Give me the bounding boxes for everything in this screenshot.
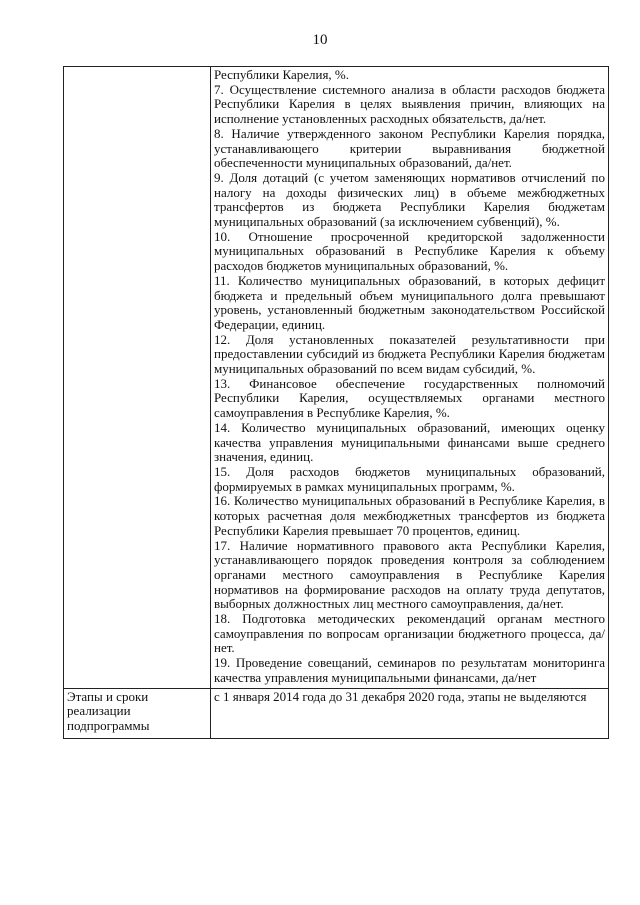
list-item: 9. Доля дотаций (с учетом заменяющих нормативов отчислений по налогу на доходы физических лиц) в объеме межбюджетных трансфертов из бюджета Республики Карелия бюджетам муниципальных образований (за исключением субвенций), %. — [214, 169, 605, 230]
list-item: 10. Отношение просроченной кредиторской задолженности муниципальных образований в Республике Карелия к объему расходов бюджетов муниципальных образований, %. — [214, 228, 605, 274]
list-item: 8. Наличие утвержденного законом Республики Карелия порядка, устанавливающего критерии выравнивания бюджетной обеспеченности муниципальных образований, да/нет. — [214, 125, 605, 171]
empty-label-cell — [64, 67, 211, 689]
stages-label-cell: Этапы и сроки реализации подпрограммы — [64, 688, 211, 738]
list-item: 19. Проведение совещаний, семинаров по результатам мониторинга качества управления муниципальными финансами, да/нет — [214, 655, 605, 685]
page-number: 10 — [312, 32, 328, 48]
indicators-cell — [211, 67, 609, 689]
table-row — [64, 688, 609, 738]
stages-value-cell: с 1 января 2014 года до 31 декабря 2020 года, этапы не выделяются — [211, 688, 609, 738]
list-item: 16. Количество муниципальных образований в Республике Карелия, в которых расчетная доля межбюджетных трансфертов из бюджета Республики Карелия превышает 70 процентов, единиц. — [214, 493, 605, 538]
list-item: 12. Доля установленных показателей результативности при предоставлении субсидий из бюджета Республики Карелия бюджетам муниципальных образований по всем видам субсидий, %. — [214, 331, 605, 377]
table-row — [64, 67, 609, 689]
list-item: 18. Подготовка методических рекомендаций органам местного самоуправления по вопросам организации бюджетного процесса, да/нет. — [214, 611, 605, 656]
list-item: 11. Количество муниципальных образований, в которых дефицит бюджета и предельный объем муниципального долга превышают уровень, установленный бюджетным законодательством Российской Федерации, единиц. — [214, 272, 605, 332]
list-item: 13. Финансовое обеспечение государственных полномочий Республики Карелия, осуществляемых органами местного самоуправления в Республике Карелия, %. — [214, 375, 605, 421]
list-item: 14. Количество муниципальных образований, имеющих оценку качества управления муниципальными финансами выше среднего значения, единиц. — [214, 419, 605, 465]
subprogram-passport-table — [63, 66, 609, 739]
list-item: 7. Осуществление системного анализа в области расходов бюджета Республики Карелия в целях выявления причин, влияющих на исполнение установленных расходных обязательств, да/нет. — [214, 81, 605, 127]
list-item: Республики Карелия, %. — [214, 67, 350, 82]
list-item: 15. Доля расходов бюджетов муниципальных образований, формируемых в рамках муниципальных программ, %. — [214, 463, 605, 494]
list-item: 17. Наличие нормативного правового акта Республики Карелия, устанавливающего порядок проведения контроля за соблюдением органами местного самоуправления в Республике Карелия нормативов на формирование расходов на оплату труда депутатов, выборных должностных лиц местного самоуправления, да/нет. — [214, 537, 605, 612]
